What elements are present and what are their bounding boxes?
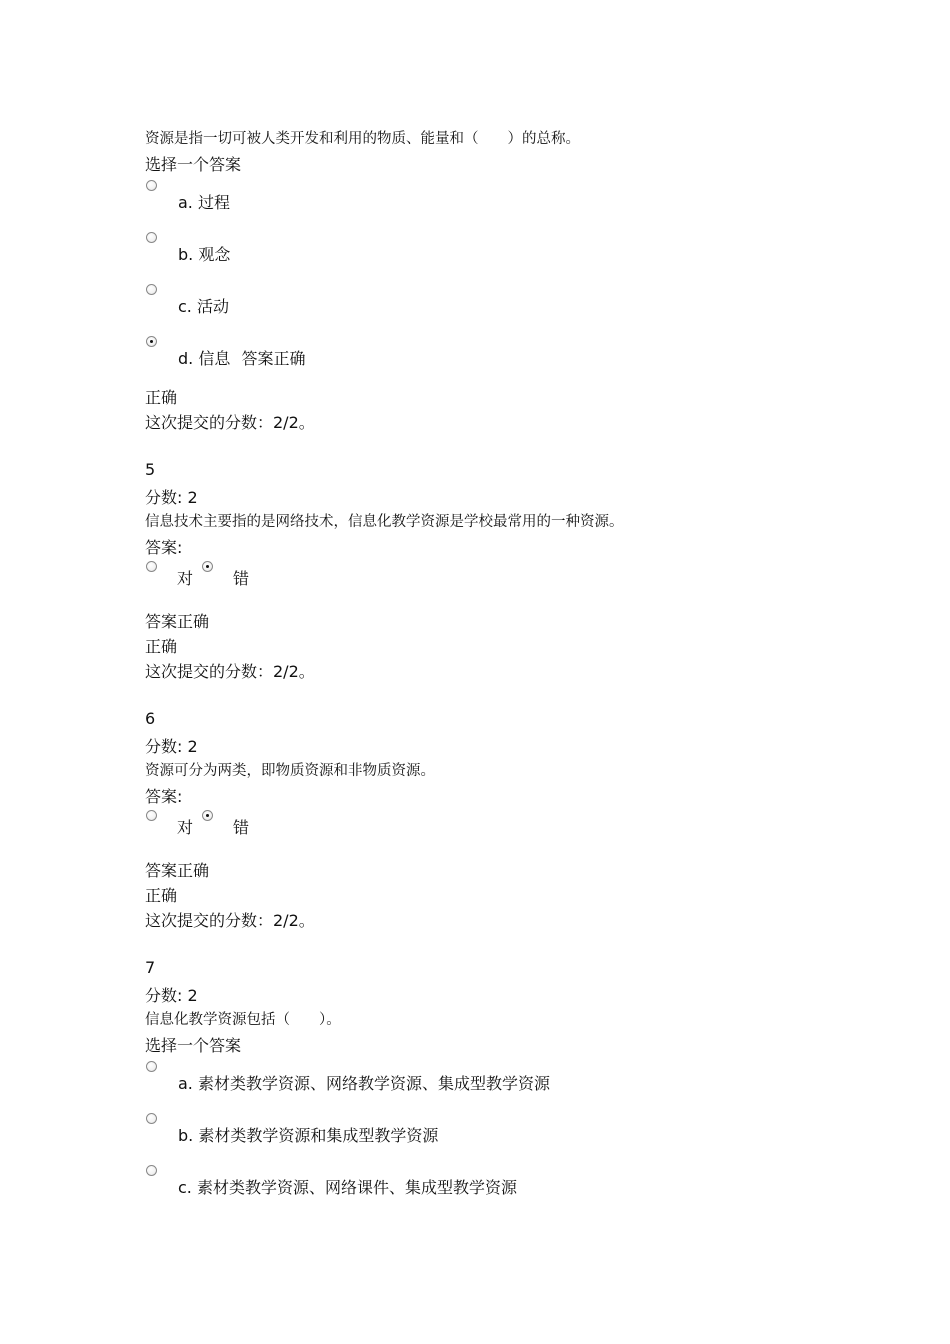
question-6-text: 资源可分为两类，即物质资源和非物质资源。 — [145, 763, 435, 779]
question-4-option-c-label[interactable]: c. 活动 — [178, 297, 229, 316]
question-5-option-false-radio[interactable] — [202, 561, 213, 572]
question-7-option-b-label[interactable]: b. 素材类教学资源和集成型教学资源 — [178, 1126, 439, 1145]
question-6-result: 正确 — [145, 886, 178, 905]
question-5-score: 这次提交的分数：2/2。 — [145, 662, 315, 681]
question-6-prompt: 答案: — [145, 787, 183, 806]
question-7-points: 分数: 2 — [145, 986, 198, 1005]
question-4-option-b-label[interactable]: b. 观念 — [178, 245, 231, 264]
question-4-result: 正确 — [145, 388, 178, 407]
question-4-option-a-radio[interactable] — [146, 180, 157, 191]
question-7-option-a-radio[interactable] — [146, 1061, 157, 1072]
question-5-prompt: 答案: — [145, 538, 183, 557]
question-6-score: 这次提交的分数：2/2。 — [145, 911, 315, 930]
question-4-prompt: 选择一个答案 — [145, 155, 242, 174]
question-7-option-b-radio[interactable] — [146, 1113, 157, 1124]
question-7-number: 7 — [145, 958, 156, 977]
question-7-prompt: 选择一个答案 — [145, 1036, 242, 1055]
question-5-points: 分数: 2 — [145, 488, 198, 507]
question-4-option-d-text: d. 信息 — [178, 349, 231, 368]
question-6-option-true-label[interactable]: 对 — [177, 818, 194, 837]
question-4-option-a-label[interactable]: a. 过程 — [178, 193, 230, 212]
question-7-option-c-label[interactable]: c. 素材类教学资源、网络课件、集成型教学资源 — [178, 1178, 517, 1197]
question-6-number: 6 — [145, 709, 156, 728]
question-4-option-d-feedback: 答案正确 — [241, 349, 306, 368]
question-6-option-true-radio[interactable] — [146, 810, 157, 821]
question-5-option-false-label[interactable]: 错 — [233, 569, 250, 588]
question-5-option-true-radio[interactable] — [146, 561, 157, 572]
question-5-option-true-label[interactable]: 对 — [177, 569, 194, 588]
question-4-text: 资源是指一切可被人类开发和利用的物质、能量和（ ）的总称。 — [145, 131, 580, 147]
question-5-text: 信息技术主要指的是网络技术，信息化教学资源是学校最常用的一种资源。 — [145, 514, 624, 530]
question-5-result: 正确 — [145, 637, 178, 656]
question-6-points: 分数: 2 — [145, 737, 198, 756]
question-4-option-d-label[interactable] — [178, 346, 305, 369]
question-7-option-a-label[interactable]: a. 素材类教学资源、网络教学资源、集成型教学资源 — [178, 1074, 550, 1093]
question-4-score: 这次提交的分数：2/2。 — [145, 413, 315, 432]
question-7-option-c-radio[interactable] — [146, 1165, 157, 1176]
question-6-option-false-label[interactable]: 错 — [233, 818, 250, 837]
question-4-option-b-radio[interactable] — [146, 232, 157, 243]
question-4-option-c-radio[interactable] — [146, 284, 157, 295]
question-6-feedback: 答案正确 — [145, 861, 210, 880]
question-5-number: 5 — [145, 460, 156, 479]
question-5-feedback: 答案正确 — [145, 612, 210, 631]
question-4-option-d-radio[interactable] — [146, 336, 157, 347]
question-6-option-false-radio[interactable] — [202, 810, 213, 821]
question-7-text: 信息化教学资源包括（ ）。 — [145, 1012, 341, 1028]
